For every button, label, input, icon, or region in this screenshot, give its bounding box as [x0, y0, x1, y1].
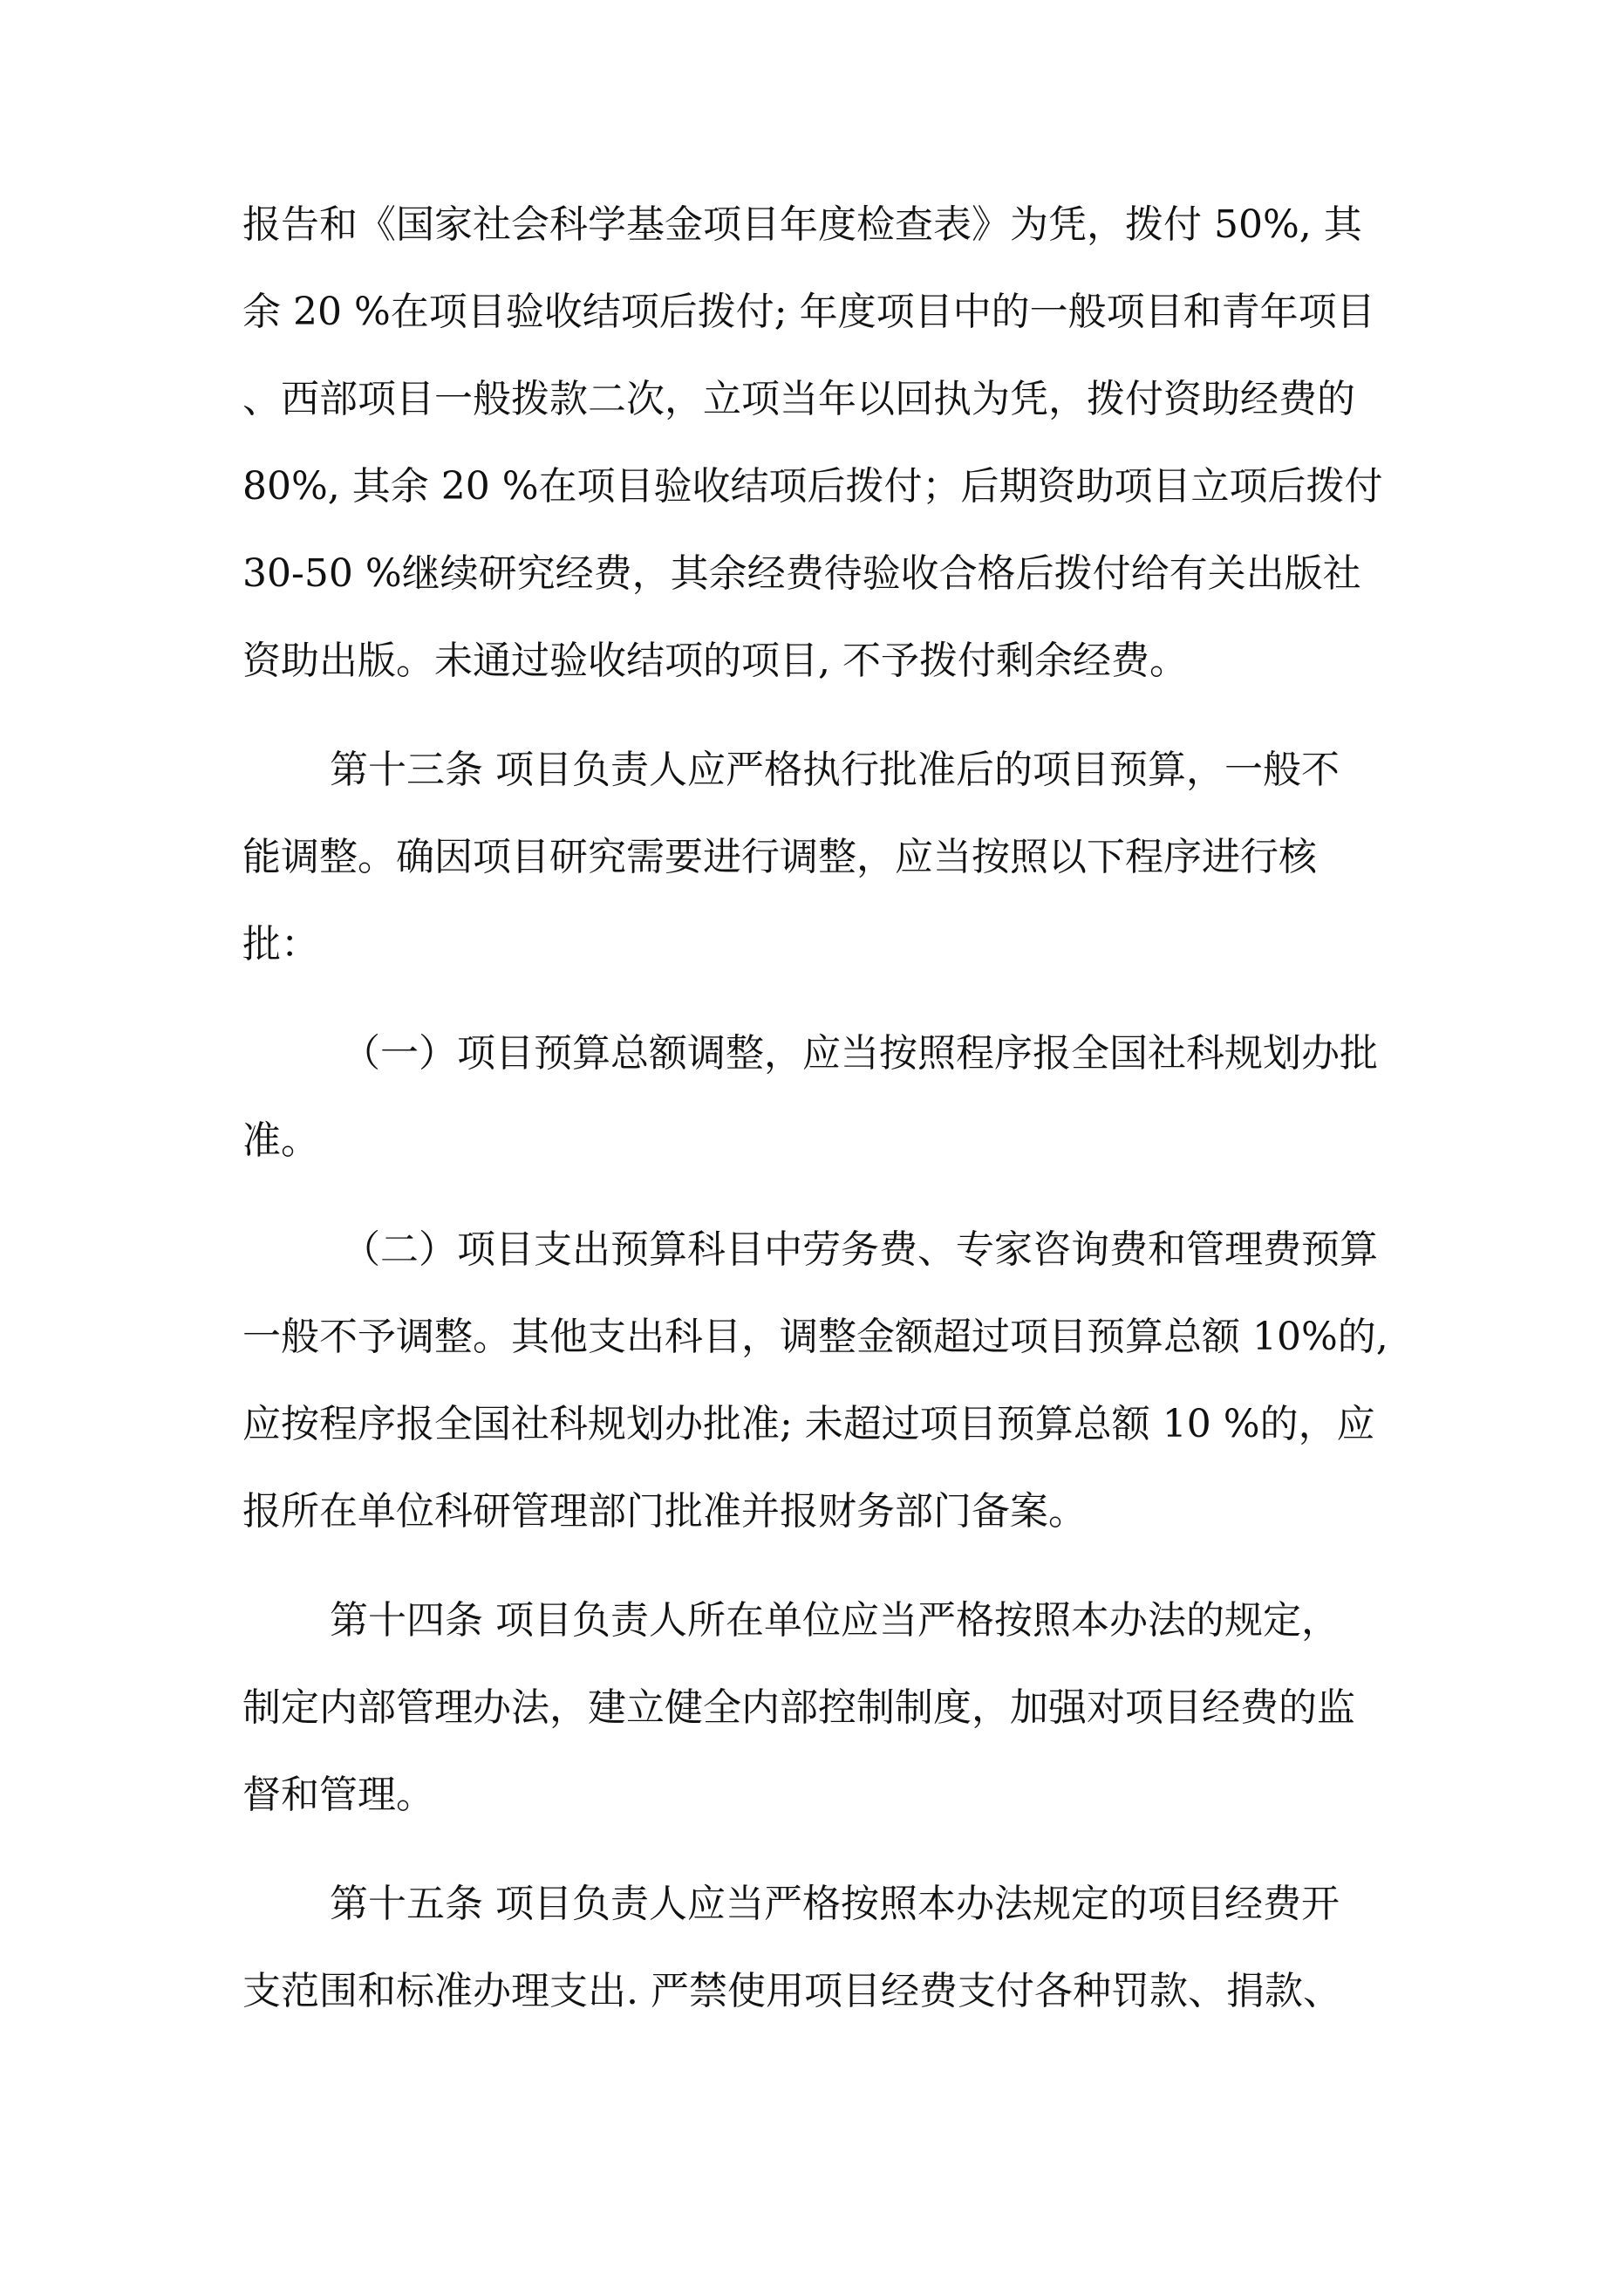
text-line: 报告和《国家社会科学基金项目年度检查表》为凭，拨付 50%, 其	[242, 202, 1362, 247]
text-line: 余 20 %在项目验收结项后拨付; 年度项目中的一般项目和青年项目	[242, 290, 1375, 334]
text-line: 督和管理。	[242, 1773, 434, 1817]
list-item-line: （二）项目支出预算科目中劳务费、专家咨询费和管理费预算	[342, 1227, 1378, 1272]
text-line: 准。	[242, 1118, 319, 1163]
article-heading-line: 第十三条 项目负责人应严格执行批准后的项目预算，一般不	[330, 748, 1340, 792]
text-line: 支范围和标准办理支出. 严禁使用项目经费支付各种罚款、捐款、	[242, 1969, 1341, 2013]
text-line: 制定内部管理办法，建立健全内部控制制度，加强对项目经费的监	[242, 1685, 1355, 1730]
text-line: 一般不予调整。其他支出科目，调整金额超过项目预算总额 10%的,	[242, 1315, 1388, 1359]
article-heading-line: 第十五条 项目负责人应当严格按照本办法规定的项目经费开	[330, 1882, 1340, 1926]
text-line: 资助出版。未通过验收结项的项目, 不予拨付剩余经费。	[242, 639, 1188, 683]
text-line: 30-50 %继续研究经费，其余经费待验收合格后拨付给有关出版社	[242, 551, 1361, 596]
text-line: 能调整。确因项目研究需要进行调整，应当按照以下程序进行核	[242, 835, 1317, 879]
list-item-line: （一）项目预算总额调整，应当按照程序报全国社科规划办批	[342, 1031, 1378, 1076]
article-heading-line: 第十四条 项目负责人所在单位应当严格按照本办法的规定，	[330, 1598, 1340, 1643]
text-line: 应按程序报全国社科规划办批准; 未超过项目预算总额 10 %的，应	[242, 1402, 1375, 1446]
text-line: 报所在单位科研管理部门批准并报财务部门备案。	[242, 1489, 1087, 1534]
text-line: 、西部项目一般拨款二次，立项当年以回执为凭，拨付资助经费的	[242, 377, 1355, 421]
text-line: 批：	[242, 922, 319, 967]
text-line: 80%, 其余 20 %在项目验收结项后拨付；后期资助项目立项后拨付	[242, 464, 1383, 509]
